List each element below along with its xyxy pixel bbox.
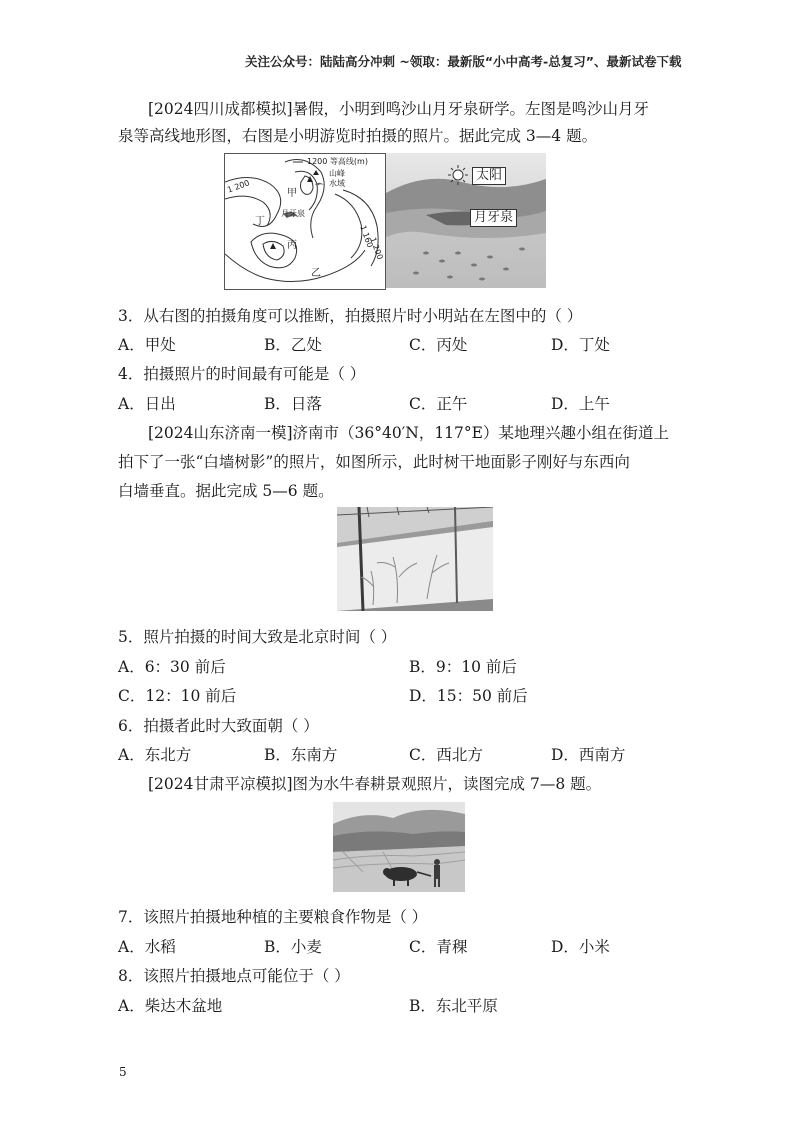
map-label-yi: 乙	[311, 268, 321, 279]
group1-intro-line2: 泉等高线地形图，右图是小明游览时拍摄的照片。据此完成 3—4 题。	[118, 127, 598, 145]
map-label-bing: 丙	[287, 240, 297, 251]
q6-option-c: C．西北方	[409, 746, 483, 764]
map-label-lake: 月牙泉	[281, 209, 305, 218]
group2-intro-line2: 拍下了一张“白墙树影”的照片，如图所示，此时树干地面影子刚好与东西向	[118, 453, 630, 471]
q4-option-d: D．上午	[551, 395, 610, 413]
q5-stem: 5．照片拍摄的时间大致是北京时间（ ）	[118, 628, 397, 646]
q4-option-c: C．正午	[409, 395, 468, 413]
contour-label-1200-a: 1 200	[226, 178, 251, 195]
q5-option-c: C．12：10 前后	[118, 687, 237, 705]
map-label-ding: 丁	[255, 216, 265, 227]
page-number: 5	[119, 1065, 127, 1079]
legend-contour: 1200 等高线(m)	[307, 157, 368, 166]
q4-option-b: B．日落	[264, 395, 322, 413]
q7-stem: 7．该照片拍摄地种植的主要粮食作物是（ ）	[118, 908, 428, 926]
q4-option-a: A．日出	[118, 395, 176, 413]
q5-option-a: A．6：30 前后	[118, 658, 226, 676]
contour-label-1160: 1 160	[358, 224, 375, 249]
q3-option-a: A．甲处	[118, 336, 176, 354]
q4-stem: 4．拍摄照片的时间最有可能是（ ）	[118, 365, 366, 383]
buffalo-photo-svg	[333, 802, 465, 892]
legend-water: 水域	[329, 179, 345, 188]
q7-option-c: C．青稞	[409, 938, 468, 956]
q6-option-a: A．东北方	[118, 746, 192, 764]
q7-option-d: D．小米	[551, 938, 610, 956]
q5-option-b: B．9：10 前后	[409, 658, 517, 676]
q7-option-a: A．水稻	[118, 938, 176, 956]
q6-option-d: D．西南方	[551, 746, 626, 764]
q6-option-b: B．东南方	[264, 746, 338, 764]
q3-stem: 3．从右图的拍摄角度可以推断，拍摄照片时小明站在左图中的（ ）	[118, 307, 583, 325]
group2-intro-line3: 白墙垂直。据此完成 5—6 题。	[118, 482, 334, 500]
q8-stem: 8．该照片拍摄地点可能位于（ ）	[118, 967, 350, 985]
group1-intro-line1: [2024四川成都模拟]暑假，小明到鸣沙山月牙泉研学。左图是鸣沙山月牙	[148, 100, 650, 118]
contour-label-1200-b: 1 200	[368, 236, 385, 261]
white-wall-photo-svg	[337, 507, 493, 611]
legend-peak: 山峰	[329, 169, 345, 178]
q8-option-b: B．东北平原	[409, 997, 498, 1015]
map-label-jia: 甲	[287, 188, 297, 199]
contour-map-figure	[224, 153, 386, 290]
photo-label-spring: 月牙泉	[470, 209, 517, 227]
q8-option-a: A．柴达木盆地	[118, 997, 223, 1015]
q7-option-b: B．小麦	[264, 938, 322, 956]
crescent-spring-photo-svg	[386, 153, 546, 288]
q3-option-d: D．丁处	[551, 336, 610, 354]
white-wall-tree-shadow-photo	[337, 507, 493, 611]
group2-intro-line1: [2024山东济南一模]济南市（36°40′N，117°E）某地理兴趣小组在街道上	[148, 424, 669, 442]
q3-option-b: B．乙处	[264, 336, 322, 354]
q5-option-d: D．15：50 前后	[409, 687, 528, 705]
page-header: 关注公众号：陆陆高分冲刺 ~领取：最新版“小中高考-总复习”、最新试卷下载	[245, 54, 682, 69]
q3-option-c: C．丙处	[409, 336, 468, 354]
contour-map-svg	[225, 154, 385, 289]
group3-intro-line1: [2024甘肃平凉模拟]图为水牛春耕景观照片，读图完成 7—8 题。	[148, 775, 602, 793]
buffalo-plowing-photo	[333, 802, 465, 892]
photo-label-sun: 太阳	[472, 167, 506, 185]
q6-stem: 6．拍摄者此时大致面朝（ ）	[118, 717, 319, 735]
crescent-spring-photo	[386, 153, 546, 288]
